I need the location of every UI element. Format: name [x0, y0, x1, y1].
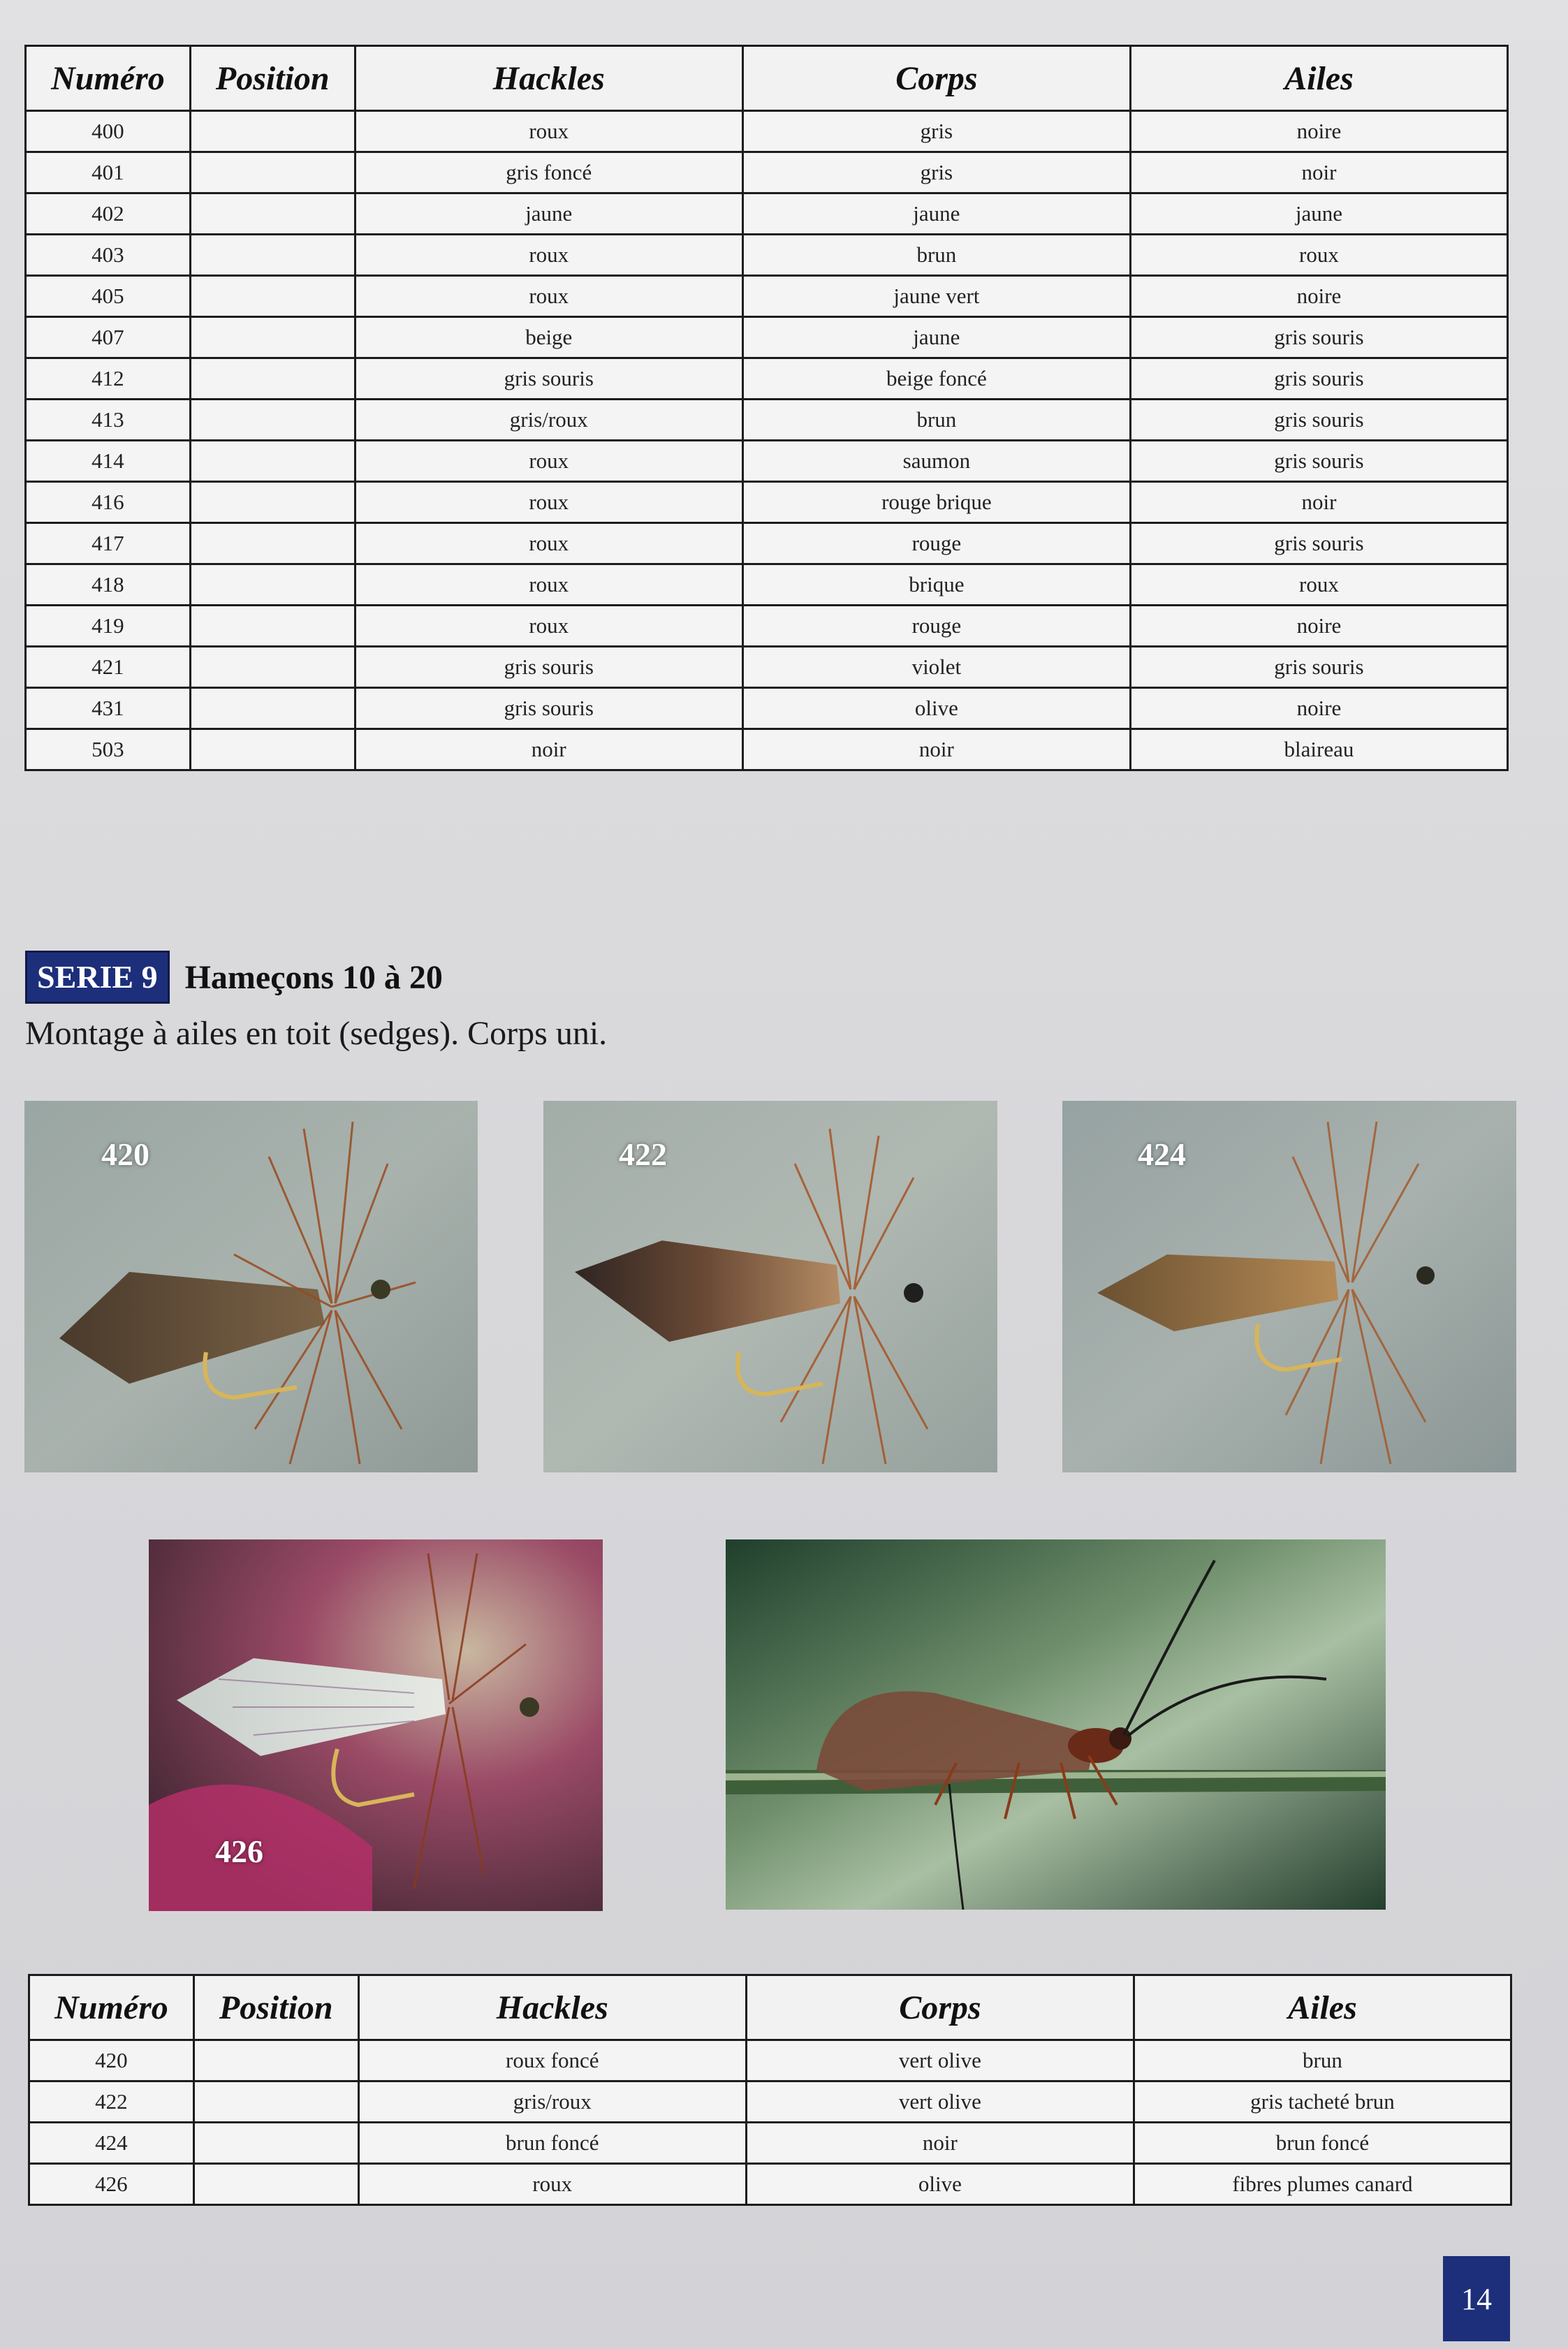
cell-ailes: roux [1130, 564, 1507, 606]
cell-numero: 417 [26, 523, 191, 564]
table-header-row [26, 46, 1508, 111]
cell-position [193, 2040, 358, 2081]
photo-fly-420 [24, 1101, 478, 1472]
cell-numero: 413 [26, 400, 191, 441]
cell-hackles: roux [355, 441, 742, 482]
cell-position [190, 688, 355, 729]
cell-ailes: gris souris [1130, 647, 1507, 688]
cell-corps: brun [742, 400, 1130, 441]
cell-numero: 412 [26, 358, 191, 400]
cell-ailes: roux [1130, 235, 1507, 276]
cell-hackles: beige [355, 317, 742, 358]
col-header-hackles: Hackles [358, 1975, 746, 2040]
cell-corps: gris [742, 152, 1130, 193]
col-header-hackles: Hackles [355, 46, 742, 111]
cell-numero: 403 [26, 235, 191, 276]
cell-hackles: roux [355, 523, 742, 564]
serie-badge: SERIE 9 [25, 951, 170, 1004]
cell-corps: olive [742, 688, 1130, 729]
photo-caddisfly [726, 1539, 1386, 1910]
cell-numero: 401 [26, 152, 191, 193]
cell-corps: vert olive [746, 2040, 1134, 2081]
table-row [26, 564, 1508, 606]
table-row [26, 482, 1508, 523]
table-row [26, 111, 1508, 152]
cell-corps: rouge [742, 523, 1130, 564]
cell-ailes: noire [1130, 276, 1507, 317]
cell-hackles: roux [355, 482, 742, 523]
table-row [26, 152, 1508, 193]
cell-ailes: gris souris [1130, 358, 1507, 400]
col-header-numero: Numéro [29, 1975, 194, 2040]
cell-hackles: jaune [355, 193, 742, 235]
caddisfly-image [726, 1539, 1386, 1910]
fly-424-image [1062, 1101, 1516, 1472]
cell-numero: 414 [26, 441, 191, 482]
cell-numero: 503 [26, 729, 191, 770]
cell-numero: 400 [26, 111, 191, 152]
table-row [26, 317, 1508, 358]
table-row [29, 2081, 1511, 2123]
cell-numero: 405 [26, 276, 191, 317]
cell-corps: noir [746, 2123, 1134, 2164]
col-header-position: Position [193, 1975, 358, 2040]
cell-hackles: gris/roux [355, 400, 742, 441]
cell-numero: 418 [26, 564, 191, 606]
table-row [26, 358, 1508, 400]
cell-hackles: roux [355, 276, 742, 317]
cell-corps: noir [742, 729, 1130, 770]
cell-position [193, 2123, 358, 2164]
cell-corps: saumon [742, 441, 1130, 482]
cell-position [193, 2081, 358, 2123]
fly-420-image [24, 1101, 478, 1472]
table-row [29, 2123, 1511, 2164]
cell-numero: 421 [26, 647, 191, 688]
cell-position [190, 523, 355, 564]
cell-hackles: gris foncé [355, 152, 742, 193]
table-row [26, 441, 1508, 482]
fly-table-2 [28, 1974, 1512, 2206]
table-row [26, 647, 1508, 688]
serie-header [25, 953, 443, 1002]
cell-position [190, 482, 355, 523]
table-row [26, 400, 1508, 441]
cell-numero: 420 [29, 2040, 194, 2081]
col-header-ailes: Ailes [1134, 1975, 1511, 2040]
table-row [26, 606, 1508, 647]
cell-hackles: gris/roux [358, 2081, 746, 2123]
cell-position [190, 317, 355, 358]
cell-ailes: blaireau [1130, 729, 1507, 770]
cell-hackles: gris souris [355, 688, 742, 729]
photo-label-424: 424 [1138, 1136, 1186, 1172]
serie-description: Montage à ailes en toit (sedges). Corps uni. [25, 1015, 608, 1052]
cell-hackles: gris souris [355, 358, 742, 400]
fly-422-image [543, 1101, 997, 1472]
cell-ailes: gris souris [1130, 441, 1507, 482]
cell-numero: 416 [26, 482, 191, 523]
cell-corps: jaune vert [742, 276, 1130, 317]
cell-position [190, 235, 355, 276]
cell-numero: 431 [26, 688, 191, 729]
cell-ailes: noire [1130, 606, 1507, 647]
photo-fly-426 [149, 1539, 603, 1911]
cell-ailes: gris souris [1130, 523, 1507, 564]
cell-numero: 426 [29, 2164, 194, 2205]
cell-hackles: roux [355, 111, 742, 152]
photo-fly-424 [1062, 1101, 1516, 1472]
cell-position [190, 276, 355, 317]
cell-numero: 422 [29, 2081, 194, 2123]
cell-ailes: noir [1130, 482, 1507, 523]
cell-ailes: noir [1130, 152, 1507, 193]
col-header-position: Position [190, 46, 355, 111]
photo-label-422: 422 [619, 1136, 667, 1172]
cell-hackles: noir [355, 729, 742, 770]
cell-corps: gris [742, 111, 1130, 152]
cell-position [190, 111, 355, 152]
cell-numero: 424 [29, 2123, 194, 2164]
cell-ailes: brun [1134, 2040, 1511, 2081]
cell-position [190, 358, 355, 400]
cell-position [190, 400, 355, 441]
cell-corps: beige foncé [742, 358, 1130, 400]
cell-corps: jaune [742, 193, 1130, 235]
table-row [26, 276, 1508, 317]
cell-ailes: noire [1130, 688, 1507, 729]
cell-ailes: gris souris [1130, 317, 1507, 358]
col-header-corps: Corps [742, 46, 1130, 111]
col-header-ailes: Ailes [1130, 46, 1507, 111]
cell-position [190, 729, 355, 770]
cell-position [190, 152, 355, 193]
cell-hackles: roux [355, 235, 742, 276]
cell-position [190, 441, 355, 482]
cell-position [190, 647, 355, 688]
table-row [29, 2164, 1511, 2205]
table-row [26, 688, 1508, 729]
table-row [26, 235, 1508, 276]
cell-corps: jaune [742, 317, 1130, 358]
cell-ailes: gris tacheté brun [1134, 2081, 1511, 2123]
cell-ailes: brun foncé [1134, 2123, 1511, 2164]
cell-hackles: roux foncé [358, 2040, 746, 2081]
cell-position [190, 564, 355, 606]
cell-corps: rouge [742, 606, 1130, 647]
photo-label-420: 420 [101, 1136, 149, 1172]
table-header-row [29, 1975, 1511, 2040]
cell-corps: brun [742, 235, 1130, 276]
photo-label-426: 426 [215, 1834, 263, 1869]
cell-corps: vert olive [746, 2081, 1134, 2123]
cell-ailes: gris souris [1130, 400, 1507, 441]
page-number: 14 [1443, 2256, 1510, 2341]
table-row [26, 193, 1508, 235]
cell-corps: olive [746, 2164, 1134, 2205]
cell-hackles: roux [358, 2164, 746, 2205]
col-header-corps: Corps [746, 1975, 1134, 2040]
table-row [26, 523, 1508, 564]
cell-hackles: brun foncé [358, 2123, 746, 2164]
table-row [29, 2040, 1511, 2081]
cell-ailes: noire [1130, 111, 1507, 152]
cell-position [190, 193, 355, 235]
serie-title: Hameçons 10 à 20 [184, 958, 443, 996]
cell-numero: 407 [26, 317, 191, 358]
photo-fly-422 [543, 1101, 997, 1472]
cell-corps: rouge brique [742, 482, 1130, 523]
cell-ailes: fibres plumes canard [1134, 2164, 1511, 2205]
col-header-numero: Numéro [26, 46, 191, 111]
cell-numero: 402 [26, 193, 191, 235]
cell-hackles: gris souris [355, 647, 742, 688]
table-row [26, 729, 1508, 770]
cell-numero: 419 [26, 606, 191, 647]
cell-position [190, 606, 355, 647]
cell-corps: violet [742, 647, 1130, 688]
cell-ailes: jaune [1130, 193, 1507, 235]
cell-hackles: roux [355, 564, 742, 606]
cell-hackles: roux [355, 606, 742, 647]
cell-corps: brique [742, 564, 1130, 606]
cell-position [193, 2164, 358, 2205]
fly-table-1 [24, 45, 1509, 771]
